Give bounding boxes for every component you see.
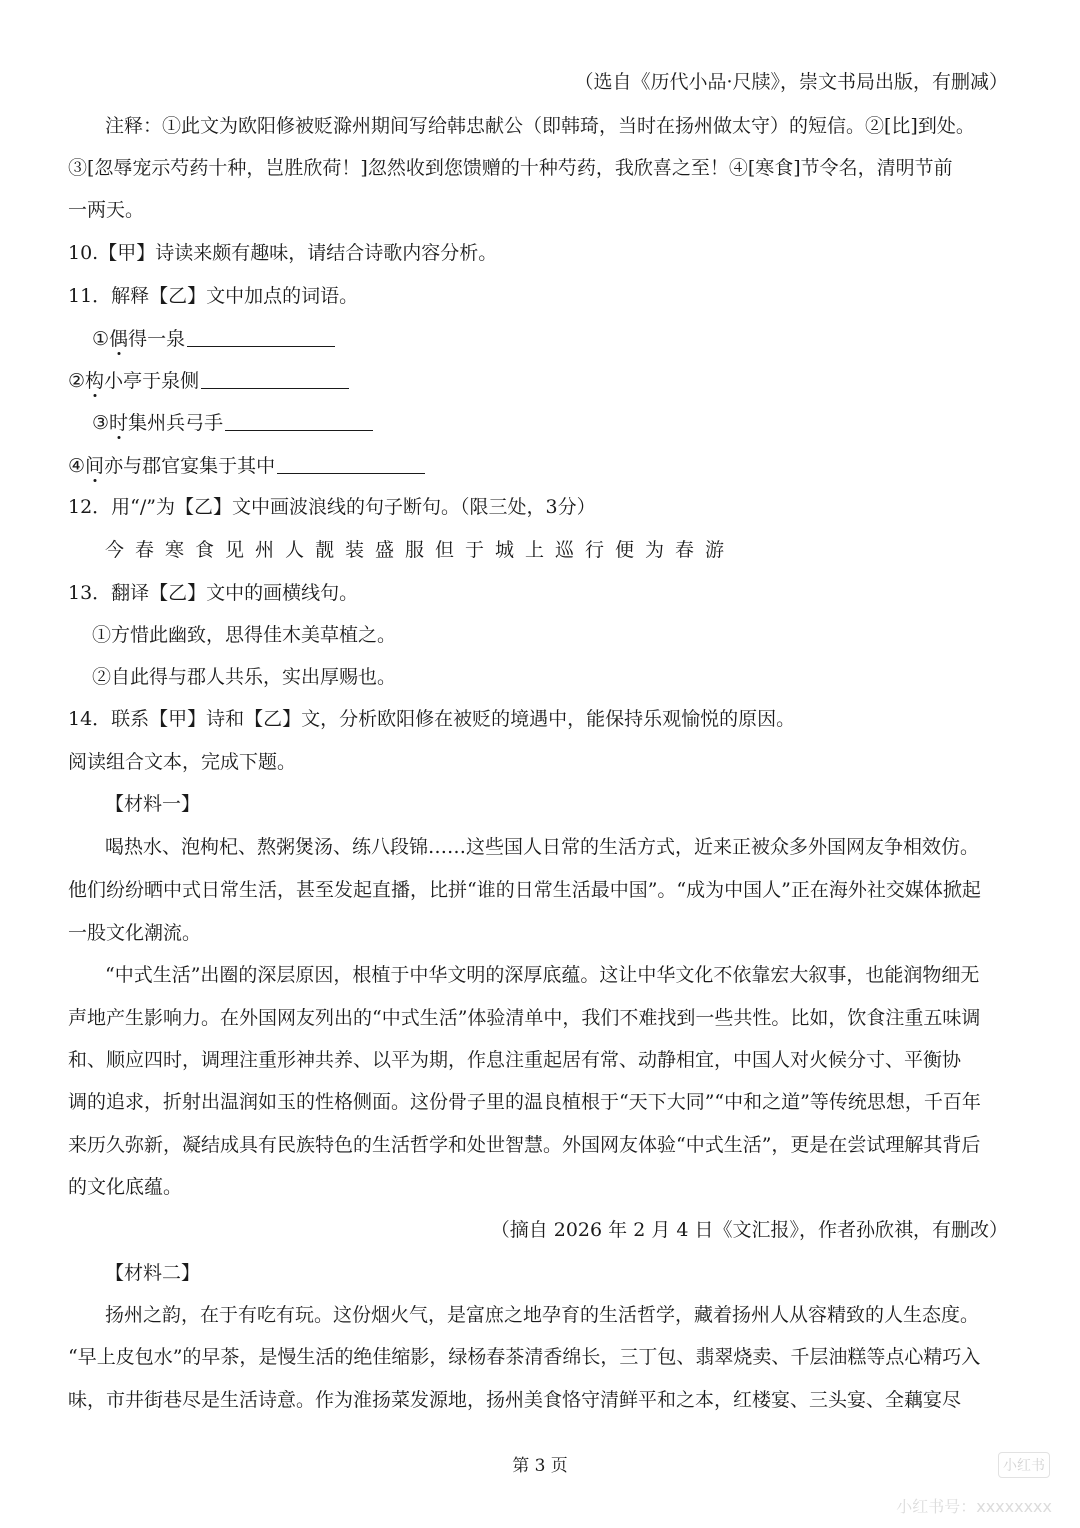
item-number: ① xyxy=(92,328,110,350)
dotted-word: 偶 xyxy=(109,328,129,350)
paragraph-line: 和、顺应四时，调理注重形神共养、以平为期，作息注重起居有常、动静相宜，中国人对火候分寸、平衡协 xyxy=(68,1049,962,1071)
paragraph-line: 扬州之韵，在于有吃有玩。这份烟火气，是富庶之地孕育的生活哲学，藏着扬州人从容精致的人生态度。 xyxy=(105,1304,980,1326)
paragraph-line: 来历久弥新，凝结成具有民族特色的生活哲学和处世智慧。外国网友体验“中式生活”，更是在尝试理解其背后 xyxy=(68,1134,981,1156)
question-13-item-2: ②自此得与郡人共乐，实出厚赐也。 xyxy=(92,666,397,688)
item-number: ③ xyxy=(92,412,110,434)
paragraph-line: 声地产生影响力。在外国网友列出的“中式生活”体验清单中，我们不难找到一些共性。比如，饮食注重五味调 xyxy=(68,1007,981,1029)
paragraph-line: 味，市井街巷尽是生活诗意。作为淮扬菜发源地，扬州美食恪守清鲜平和之本，红楼宴、三头宴、全藕宴尽 xyxy=(68,1389,962,1411)
answer-blank[interactable] xyxy=(201,368,349,389)
question-12-stem: 12．用“/”为【乙】文中画波浪线的句子断句。（限三处，3分） xyxy=(68,496,596,518)
paragraph-line: 喝热水、泡枸杞、熬粥煲汤、练八段锦……这些国人日常的生活方式，近来正被众多外国网友争相效仿。 xyxy=(105,836,980,858)
question-11-item-2 xyxy=(68,368,349,391)
answer-blank[interactable] xyxy=(187,326,335,347)
answer-blank[interactable] xyxy=(277,453,425,474)
watermark-handle: 小红书号：xxxxxxxx xyxy=(896,1497,1052,1516)
item-text: 集州兵弓手 xyxy=(128,412,224,434)
annotation-line: 注释：①此文为欧阳修被贬滁州期间写给韩忠献公（即韩琦，当时在扬州做太守）的短信。②[比]到处。 xyxy=(105,115,975,137)
dotted-word: 间 xyxy=(85,455,105,477)
item-number: ④ xyxy=(68,455,86,477)
question-11-stem: 11．解释【乙】文中加点的词语。 xyxy=(68,285,359,307)
paragraph-line: “早上皮包水”的早茶，是慢生活的绝佳缩影，绿杨春茶清香绵长，三丁包、翡翠烧卖、千层油糕等点心精巧入 xyxy=(68,1346,981,1368)
annotation-line: 一两天。 xyxy=(68,199,145,221)
item-text: 小亭于泉侧 xyxy=(104,370,200,392)
item-text: 得一泉 xyxy=(128,328,186,350)
paragraph-line: “中式生活”出圈的深层原因，根植于中华文明的深厚底蕴。这让中华文化不依靠宏大叙事，也能润物细无 xyxy=(105,964,980,986)
source-citation: （摘自 2026 年 2 月 4 日《文汇报》，作者孙欣祺，有删改） xyxy=(490,1219,1008,1241)
dotted-word: 构 xyxy=(85,370,105,392)
reading-instruction: 阅读组合文本，完成下题。 xyxy=(68,751,297,773)
paragraph-line: 的文化底蕴。 xyxy=(68,1176,183,1198)
paragraph-line: 他们纷纷晒中式日常生活，甚至发起直播，比拼“谁的日常生活最中国”。“成为中国人”正在海外社交媒体掀起 xyxy=(68,879,981,901)
watermark-badge: 小红书 xyxy=(998,1452,1050,1478)
item-text: 亦与郡官宴集于其中 xyxy=(104,455,276,477)
question-11-item-3 xyxy=(92,410,373,433)
paragraph-line: 一股文化潮流。 xyxy=(68,922,202,944)
question-11-item-1 xyxy=(92,326,335,349)
punctuation-sentence: 今春寒食见州人靓装盛服但于城上巡行便为春游 xyxy=(105,539,736,561)
question-11-item-4 xyxy=(68,453,425,476)
page-number: 第 3 页 xyxy=(512,1456,568,1476)
question-10: 10.【甲】诗读来颇有趣味，请结合诗歌内容分析。 xyxy=(68,242,498,264)
answer-blank[interactable] xyxy=(225,410,373,431)
item-number: ② xyxy=(68,370,86,392)
material-2-title: 【材料二】 xyxy=(105,1262,201,1284)
annotation-line: ③[忽辱宠示芍药十种，岂胜欣荷！]忽然收到您馈赠的十种芍药，我欣喜之至！④[寒食]节令名，清明节前 xyxy=(68,157,953,179)
paragraph-line: 调的追求，折射出温润如玉的性格侧面。这份骨子里的温良植根于“天下大同”“中和之道”等传统思想，千百年 xyxy=(68,1091,981,1113)
source-citation: （选自《历代小品·尺牍》，崇文书局出版，有删减） xyxy=(574,71,1008,93)
question-13-item-1: ①方惜此幽致，思得佳木美草植之。 xyxy=(92,624,397,646)
material-1-title: 【材料一】 xyxy=(105,793,201,815)
question-14: 14．联系【甲】诗和【乙】文，分析欧阳修在被贬的境遇中，能保持乐观愉悦的原因。 xyxy=(68,708,796,730)
dotted-word: 时 xyxy=(109,412,129,434)
question-13-stem: 13．翻译【乙】文中的画横线句。 xyxy=(68,582,359,604)
